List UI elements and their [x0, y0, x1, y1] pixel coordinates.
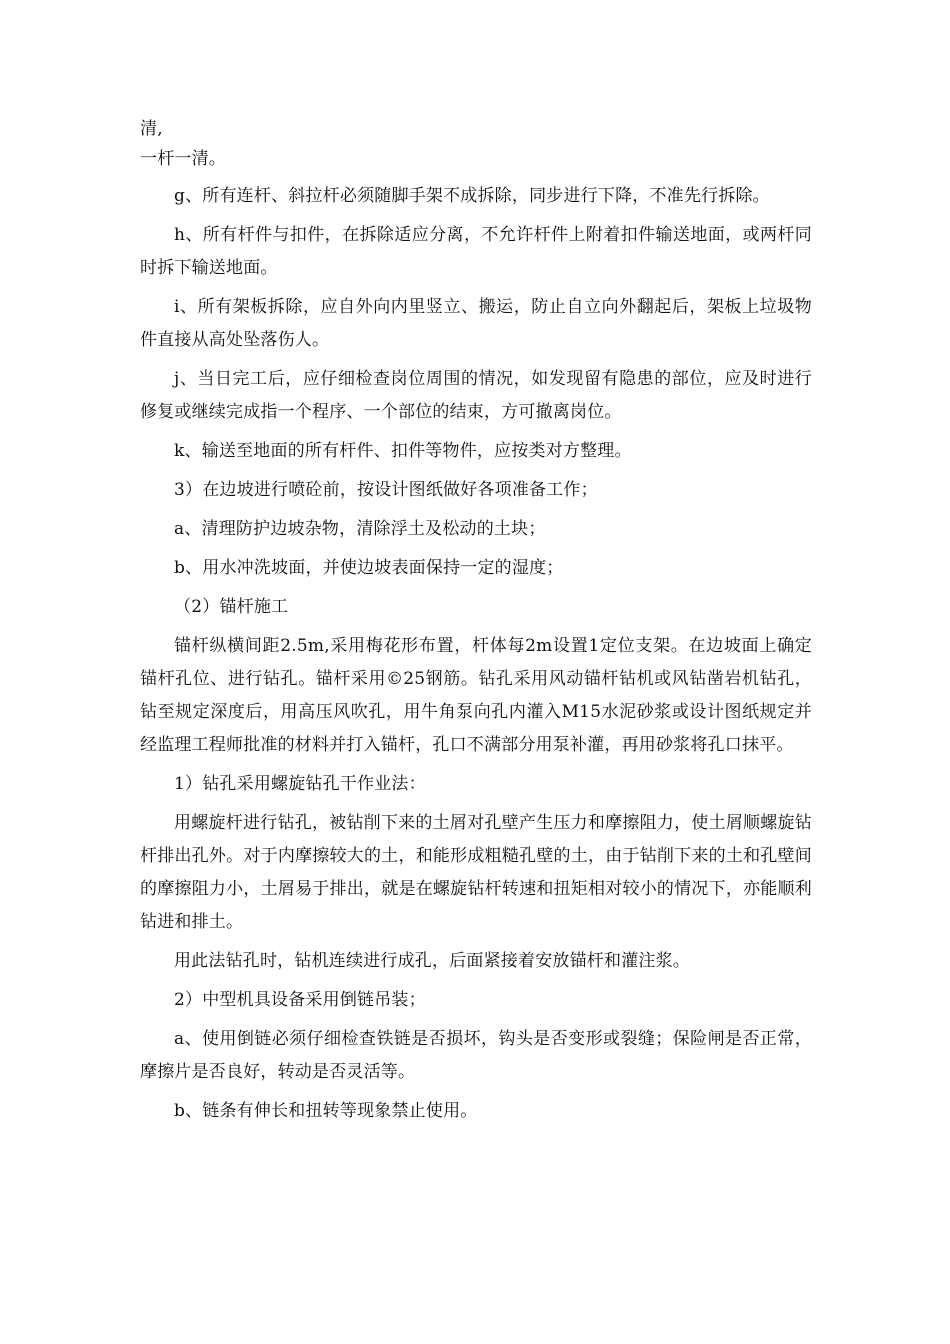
paragraph-3: g、所有连杆、斜拉杆必须随脚手架不成拆除，同步进行下降，不准先行拆除。 — [174, 186, 770, 206]
paragraph-2: 一杆一清。 — [140, 149, 226, 169]
paragraph-16: 2）中型机具设备采用倒链吊装； — [174, 990, 426, 1010]
paragraph-4: h、所有杆件与扣件，在拆除适应分离，不允许杆件上附着扣件输送地面，或两杆同时拆下输送地面。 — [140, 225, 812, 278]
paragraph-7: k、输送至地面的所有杆件、扣件等物件，应按类对方整理。 — [174, 441, 632, 461]
paragraph-17: a、使用倒链必须仔细检查铁链是否损坏，钩头是否变形或裂缝；保险闸是否正常，摩擦片是否良好，转动是否灵活等。 — [140, 1029, 812, 1082]
paragraph-1: 清, — [140, 119, 163, 139]
paragraph-11: （2）锚杆施工 — [174, 597, 289, 617]
paragraph-18: b、链条有伸长和扭转等现象禁止使用。 — [174, 1101, 478, 1121]
paragraph-14: 用螺旋杆进行钻孔，被钻削下来的土屑对孔壁产生压力和摩擦阻力，使土屑顺螺旋钻杆排出孔外。对于内摩擦较大的土，和能形成粗糙孔壁的土，由于钻削下来的土和孔壁间的摩擦阻力小，土屑易于排出，就是在螺旋钻杆转速和扭矩相对较小的情况下，亦能顺利钻进和排土。 — [140, 813, 812, 932]
paragraph-8: 3）在边坡进行喷砼前，按设计图纸做好各项准备工作； — [174, 480, 598, 500]
paragraph-15: 用此法钻孔时，钻机连续进行成孔，后面紧接着安放锚杆和灌注浆。 — [174, 951, 690, 971]
paragraph-5: i、所有架板拆除，应自外向内里竖立、搬运，防止自立向外翻起后，架板上垃圾物件直接从高处坠落伤人。 — [140, 297, 812, 350]
body-text — [140, 114, 812, 1128]
paragraph-6: j、当日完工后，应仔细检查岗位周围的情况，如发现留有隐患的部位，应及时进行修复或继续完成指一个程序、一个部位的结束，方可撤离岗位。 — [140, 369, 812, 422]
paragraph-12: 锚杆纵横间距2.5m,采用梅花形布置，杆体每2m设置1定位支架。在边坡面上确定锚杆孔位、进行钻孔。锚杆采用©25钢筋。钻孔采用风动锚杆钻机或风钻凿岩机钻孔，钻至规定深度后，用高压风吹孔，用牛角泵向孔内灌入M15水泥砂浆或设计图纸规定并经监理工程师批准的材料并打入锚杆，孔口不满部分用泵补灌，再用砂浆将孔口抹平。 — [140, 636, 812, 755]
paragraph-10: b、用水冲洗坡面，并使边坡表面保持一定的湿度； — [174, 558, 564, 578]
paragraph-13: 1）钻孔采用螺旋钻孔干作业法： — [174, 774, 426, 794]
paragraph-9: a、清理防护边坡杂物，清除浮土及松动的土块； — [174, 519, 546, 539]
